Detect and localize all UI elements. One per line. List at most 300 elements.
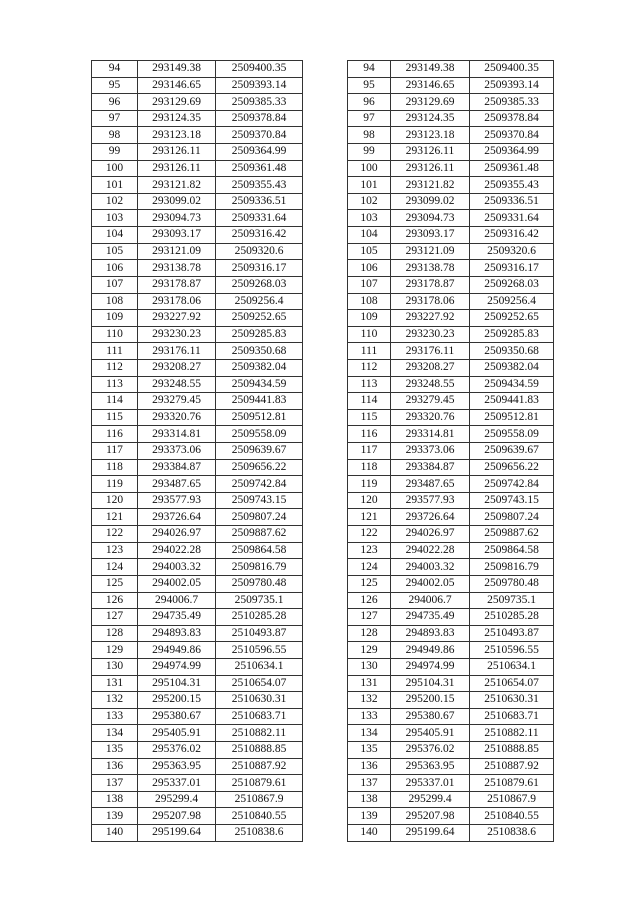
- table-row: [348, 625, 554, 642]
- table-row: [348, 675, 554, 692]
- point-number-cell: 124: [348, 559, 391, 576]
- table-row: [92, 110, 303, 127]
- y-coordinate-cell: 2510887.92: [216, 758, 303, 775]
- point-number-cell: 114: [92, 393, 138, 410]
- x-coordinate-cell: 293279.45: [391, 393, 470, 410]
- y-coordinate-cell: 2509639.67: [470, 443, 554, 460]
- table-row: [348, 94, 554, 111]
- y-coordinate-cell: 2510867.9: [470, 791, 554, 808]
- table-row: [92, 459, 303, 476]
- y-coordinate-cell: 2510879.61: [216, 775, 303, 792]
- x-coordinate-cell: 293208.27: [138, 359, 216, 376]
- y-coordinate-cell: 2510887.92: [470, 758, 554, 775]
- point-number-cell: 104: [348, 227, 391, 244]
- y-coordinate-cell: 2510888.85: [470, 741, 554, 758]
- y-coordinate-cell: 2509331.64: [470, 210, 554, 227]
- point-number-cell: 106: [92, 260, 138, 277]
- table-row: [92, 675, 303, 692]
- table-row: [92, 77, 303, 94]
- x-coordinate-cell: 293138.78: [391, 260, 470, 277]
- table-row: [92, 476, 303, 493]
- table-row: [92, 575, 303, 592]
- x-coordinate-cell: 293248.55: [138, 376, 216, 393]
- table-row: [348, 791, 554, 808]
- x-coordinate-cell: 295337.01: [138, 775, 216, 792]
- y-coordinate-cell: 2509742.84: [470, 476, 554, 493]
- table-row: [348, 758, 554, 775]
- table-row: [92, 625, 303, 642]
- x-coordinate-cell: 293176.11: [138, 343, 216, 360]
- point-number-cell: 117: [348, 443, 391, 460]
- y-coordinate-cell: 2510840.55: [216, 808, 303, 825]
- table-row: [348, 359, 554, 376]
- point-number-cell: 101: [348, 177, 391, 194]
- y-coordinate-cell: 2509656.22: [470, 459, 554, 476]
- point-number-cell: 102: [348, 193, 391, 210]
- table-row: [92, 177, 303, 194]
- table-row: [348, 609, 554, 626]
- x-coordinate-cell: 295363.95: [391, 758, 470, 775]
- x-coordinate-cell: 295299.4: [391, 791, 470, 808]
- point-number-cell: 101: [92, 177, 138, 194]
- y-coordinate-cell: 2509316.17: [470, 260, 554, 277]
- x-coordinate-cell: 293320.76: [391, 409, 470, 426]
- x-coordinate-cell: 294949.86: [391, 642, 470, 659]
- point-number-cell: 127: [92, 609, 138, 626]
- point-number-cell: 97: [348, 110, 391, 127]
- table-row: [92, 376, 303, 393]
- y-coordinate-cell: 2509320.6: [470, 243, 554, 260]
- table-row: [348, 476, 554, 493]
- x-coordinate-cell: 293099.02: [138, 193, 216, 210]
- x-coordinate-cell: 295380.67: [138, 708, 216, 725]
- point-number-cell: 128: [92, 625, 138, 642]
- table-row: [348, 110, 554, 127]
- point-number-cell: 121: [348, 509, 391, 526]
- table-row: [92, 609, 303, 626]
- table-row: [92, 741, 303, 758]
- x-coordinate-cell: 293178.87: [138, 276, 216, 293]
- y-coordinate-cell: 2509252.65: [470, 310, 554, 327]
- table-row: [348, 393, 554, 410]
- y-coordinate-cell: 2509268.03: [216, 276, 303, 293]
- y-coordinate-cell: 2509816.79: [216, 559, 303, 576]
- y-coordinate-cell: 2510683.71: [216, 708, 303, 725]
- table-row: [92, 492, 303, 509]
- y-coordinate-cell: 2509364.99: [470, 144, 554, 161]
- point-number-cell: 133: [348, 708, 391, 725]
- x-coordinate-cell: 293178.06: [138, 293, 216, 310]
- y-coordinate-cell: 2509743.15: [470, 492, 554, 509]
- x-coordinate-cell: 293146.65: [138, 77, 216, 94]
- x-coordinate-cell: 295405.91: [138, 725, 216, 742]
- y-coordinate-cell: 2509256.4: [470, 293, 554, 310]
- table-row: [92, 326, 303, 343]
- x-coordinate-cell: 293121.82: [138, 177, 216, 194]
- x-coordinate-cell: 293178.06: [391, 293, 470, 310]
- table-row: [92, 642, 303, 659]
- table-row: [348, 708, 554, 725]
- table-row: [92, 775, 303, 792]
- point-number-cell: 107: [348, 276, 391, 293]
- point-number-cell: 104: [92, 227, 138, 244]
- table-row: [348, 559, 554, 576]
- x-coordinate-cell: 293123.18: [391, 127, 470, 144]
- table-row: [348, 77, 554, 94]
- table-row: [348, 443, 554, 460]
- point-number-cell: 123: [348, 542, 391, 559]
- y-coordinate-cell: 2509285.83: [216, 326, 303, 343]
- y-coordinate-cell: 2509361.48: [470, 160, 554, 177]
- y-coordinate-cell: 2509512.81: [216, 409, 303, 426]
- x-coordinate-cell: 295376.02: [391, 741, 470, 758]
- x-coordinate-cell: 294026.97: [391, 526, 470, 543]
- x-coordinate-cell: 294006.7: [138, 592, 216, 609]
- table-row: [92, 426, 303, 443]
- x-coordinate-cell: 295104.31: [391, 675, 470, 692]
- x-coordinate-cell: 293094.73: [138, 210, 216, 227]
- y-coordinate-cell: 2509268.03: [470, 276, 554, 293]
- table-row: [348, 592, 554, 609]
- table-row: [348, 808, 554, 825]
- y-coordinate-cell: 2509316.42: [470, 227, 554, 244]
- x-coordinate-cell: 293126.11: [138, 144, 216, 161]
- point-number-cell: 122: [92, 526, 138, 543]
- table-row: [348, 575, 554, 592]
- point-number-cell: 119: [348, 476, 391, 493]
- x-coordinate-cell: 295104.31: [138, 675, 216, 692]
- point-number-cell: 131: [348, 675, 391, 692]
- x-coordinate-cell: 293178.87: [391, 276, 470, 293]
- y-coordinate-cell: 2509370.84: [216, 127, 303, 144]
- y-coordinate-cell: 2509285.83: [470, 326, 554, 343]
- y-coordinate-cell: 2509558.09: [216, 426, 303, 443]
- y-coordinate-cell: 2509807.24: [470, 509, 554, 526]
- y-coordinate-cell: 2510596.55: [470, 642, 554, 659]
- y-coordinate-cell: 2509355.43: [216, 177, 303, 194]
- x-coordinate-cell: 293126.11: [391, 144, 470, 161]
- table-row: [348, 376, 554, 393]
- point-number-cell: 102: [92, 193, 138, 210]
- point-number-cell: 125: [92, 575, 138, 592]
- x-coordinate-cell: 293373.06: [391, 443, 470, 460]
- table-row: [348, 193, 554, 210]
- point-number-cell: 128: [348, 625, 391, 642]
- point-number-cell: 111: [92, 343, 138, 360]
- x-coordinate-cell: 293487.65: [138, 476, 216, 493]
- y-coordinate-cell: 2509350.68: [216, 343, 303, 360]
- table-row: [92, 393, 303, 410]
- table-row: [92, 825, 303, 842]
- table-row: [348, 509, 554, 526]
- y-coordinate-cell: 2509441.83: [470, 393, 554, 410]
- table-row: [348, 276, 554, 293]
- x-coordinate-cell: 294003.32: [138, 559, 216, 576]
- x-coordinate-cell: 295199.64: [391, 825, 470, 842]
- y-coordinate-cell: 2509361.48: [216, 160, 303, 177]
- y-coordinate-cell: 2509378.84: [216, 110, 303, 127]
- x-coordinate-cell: 293121.09: [391, 243, 470, 260]
- point-number-cell: 108: [348, 293, 391, 310]
- point-number-cell: 96: [348, 94, 391, 111]
- y-coordinate-cell: 2509378.84: [470, 110, 554, 127]
- x-coordinate-cell: 294022.28: [391, 542, 470, 559]
- y-coordinate-cell: 2509355.43: [470, 177, 554, 194]
- point-number-cell: 98: [92, 127, 138, 144]
- table-row: [92, 94, 303, 111]
- point-number-cell: 94: [348, 61, 391, 78]
- x-coordinate-cell: 293248.55: [391, 376, 470, 393]
- x-coordinate-cell: 293126.11: [138, 160, 216, 177]
- x-coordinate-cell: 293384.87: [391, 459, 470, 476]
- point-number-cell: 129: [348, 642, 391, 659]
- table-row: [348, 526, 554, 543]
- point-number-cell: 137: [92, 775, 138, 792]
- point-number-cell: 95: [92, 77, 138, 94]
- x-coordinate-cell: 294022.28: [138, 542, 216, 559]
- table-row: [92, 509, 303, 526]
- y-coordinate-cell: 2509385.33: [216, 94, 303, 111]
- table-row: [92, 243, 303, 260]
- x-coordinate-cell: 294949.86: [138, 642, 216, 659]
- y-coordinate-cell: 2510630.31: [216, 692, 303, 709]
- point-number-cell: 139: [92, 808, 138, 825]
- table-row: [92, 144, 303, 161]
- table-row: [92, 61, 303, 78]
- table-row: [92, 443, 303, 460]
- point-number-cell: 134: [92, 725, 138, 742]
- y-coordinate-cell: 2509558.09: [470, 426, 554, 443]
- y-coordinate-cell: 2509639.67: [216, 443, 303, 460]
- x-coordinate-cell: 293279.45: [138, 393, 216, 410]
- table-row: [348, 243, 554, 260]
- table-row: [92, 725, 303, 742]
- y-coordinate-cell: 2509780.48: [470, 575, 554, 592]
- x-coordinate-cell: 295380.67: [391, 708, 470, 725]
- point-number-cell: 133: [92, 708, 138, 725]
- point-number-cell: 126: [348, 592, 391, 609]
- y-coordinate-cell: 2510840.55: [470, 808, 554, 825]
- point-number-cell: 94: [92, 61, 138, 78]
- y-coordinate-cell: 2509336.51: [470, 193, 554, 210]
- point-number-cell: 118: [92, 459, 138, 476]
- y-coordinate-cell: 2509434.59: [216, 376, 303, 393]
- table-row: [348, 326, 554, 343]
- point-number-cell: 117: [92, 443, 138, 460]
- table-row: [92, 692, 303, 709]
- point-number-cell: 126: [92, 592, 138, 609]
- table-row: [92, 127, 303, 144]
- point-number-cell: 96: [92, 94, 138, 111]
- table-row: [348, 343, 554, 360]
- x-coordinate-cell: 293373.06: [138, 443, 216, 460]
- point-number-cell: 99: [92, 144, 138, 161]
- y-coordinate-cell: 2510285.28: [470, 609, 554, 626]
- table-row: [92, 260, 303, 277]
- x-coordinate-cell: 293093.17: [391, 227, 470, 244]
- table-row: [92, 559, 303, 576]
- point-number-cell: 132: [348, 692, 391, 709]
- table-row: [92, 708, 303, 725]
- point-number-cell: 116: [348, 426, 391, 443]
- y-coordinate-cell: 2509864.58: [470, 542, 554, 559]
- y-coordinate-cell: 2510888.85: [216, 741, 303, 758]
- y-coordinate-cell: 2509316.17: [216, 260, 303, 277]
- y-coordinate-cell: 2509393.14: [216, 77, 303, 94]
- y-coordinate-cell: 2509656.22: [216, 459, 303, 476]
- point-number-cell: 116: [92, 426, 138, 443]
- point-number-cell: 139: [348, 808, 391, 825]
- point-number-cell: 109: [348, 310, 391, 327]
- y-coordinate-cell: 2510493.87: [216, 625, 303, 642]
- table-row: [348, 741, 554, 758]
- y-coordinate-cell: 2509742.84: [216, 476, 303, 493]
- x-coordinate-cell: 293227.92: [391, 310, 470, 327]
- point-number-cell: 103: [92, 210, 138, 227]
- point-number-cell: 140: [92, 825, 138, 842]
- y-coordinate-cell: 2509400.35: [216, 61, 303, 78]
- y-coordinate-cell: 2509807.24: [216, 509, 303, 526]
- x-coordinate-cell: 293208.27: [391, 359, 470, 376]
- y-coordinate-cell: 2509441.83: [216, 393, 303, 410]
- y-coordinate-cell: 2510654.07: [216, 675, 303, 692]
- point-number-cell: 99: [348, 144, 391, 161]
- y-coordinate-cell: 2509864.58: [216, 542, 303, 559]
- y-coordinate-cell: 2510493.87: [470, 625, 554, 642]
- table-row: [348, 260, 554, 277]
- y-coordinate-cell: 2509316.42: [216, 227, 303, 244]
- x-coordinate-cell: 293121.82: [391, 177, 470, 194]
- x-coordinate-cell: 294006.7: [391, 592, 470, 609]
- point-number-cell: 120: [92, 492, 138, 509]
- point-number-cell: 137: [348, 775, 391, 792]
- y-coordinate-cell: 2510630.31: [470, 692, 554, 709]
- y-coordinate-cell: 2509256.4: [216, 293, 303, 310]
- table-row: [348, 642, 554, 659]
- x-coordinate-cell: 293124.35: [391, 110, 470, 127]
- x-coordinate-cell: 293123.18: [138, 127, 216, 144]
- y-coordinate-cell: 2509393.14: [470, 77, 554, 94]
- x-coordinate-cell: 294026.97: [138, 526, 216, 543]
- point-number-cell: 135: [348, 741, 391, 758]
- y-coordinate-cell: 2509336.51: [216, 193, 303, 210]
- table-row: [348, 426, 554, 443]
- x-coordinate-cell: 293577.93: [391, 492, 470, 509]
- table-row: [348, 725, 554, 742]
- table-row: [92, 210, 303, 227]
- table-row: [348, 658, 554, 675]
- x-coordinate-cell: 294974.99: [138, 658, 216, 675]
- point-number-cell: 110: [348, 326, 391, 343]
- y-coordinate-cell: 2510867.9: [216, 791, 303, 808]
- table-row: [348, 775, 554, 792]
- x-coordinate-cell: 293314.81: [391, 426, 470, 443]
- x-coordinate-cell: 293093.17: [138, 227, 216, 244]
- point-number-cell: 136: [348, 758, 391, 775]
- table-row: [92, 293, 303, 310]
- table-row: [348, 61, 554, 78]
- y-coordinate-cell: 2509780.48: [216, 575, 303, 592]
- x-coordinate-cell: 293094.73: [391, 210, 470, 227]
- x-coordinate-cell: 294735.49: [138, 609, 216, 626]
- x-coordinate-cell: 293384.87: [138, 459, 216, 476]
- point-number-cell: 95: [348, 77, 391, 94]
- x-coordinate-cell: 295299.4: [138, 791, 216, 808]
- y-coordinate-cell: 2509382.04: [470, 359, 554, 376]
- table-row: [348, 310, 554, 327]
- point-number-cell: 100: [348, 160, 391, 177]
- point-number-cell: 98: [348, 127, 391, 144]
- x-coordinate-cell: 293126.11: [391, 160, 470, 177]
- table-row: [92, 592, 303, 609]
- x-coordinate-cell: 294893.83: [138, 625, 216, 642]
- y-coordinate-cell: 2509320.6: [216, 243, 303, 260]
- x-coordinate-cell: 294002.05: [138, 575, 216, 592]
- table-row: [92, 310, 303, 327]
- x-coordinate-cell: 295207.98: [138, 808, 216, 825]
- x-coordinate-cell: 295376.02: [138, 741, 216, 758]
- point-number-cell: 113: [92, 376, 138, 393]
- table-row: [348, 177, 554, 194]
- x-coordinate-cell: 294974.99: [391, 658, 470, 675]
- x-coordinate-cell: 295199.64: [138, 825, 216, 842]
- point-number-cell: 108: [92, 293, 138, 310]
- x-coordinate-cell: 293176.11: [391, 343, 470, 360]
- y-coordinate-cell: 2510285.28: [216, 609, 303, 626]
- point-number-cell: 110: [92, 326, 138, 343]
- point-number-cell: 129: [92, 642, 138, 659]
- x-coordinate-cell: 293227.92: [138, 310, 216, 327]
- table-row: [92, 160, 303, 177]
- point-number-cell: 112: [348, 359, 391, 376]
- point-number-cell: 97: [92, 110, 138, 127]
- x-coordinate-cell: 295405.91: [391, 725, 470, 742]
- x-coordinate-cell: 293726.64: [391, 509, 470, 526]
- point-number-cell: 135: [92, 741, 138, 758]
- y-coordinate-cell: 2509887.62: [216, 526, 303, 543]
- x-coordinate-cell: 293099.02: [391, 193, 470, 210]
- table-row: [348, 144, 554, 161]
- point-number-cell: 134: [348, 725, 391, 742]
- y-coordinate-cell: 2510879.61: [470, 775, 554, 792]
- y-coordinate-cell: 2509512.81: [470, 409, 554, 426]
- table-row: [348, 459, 554, 476]
- point-number-cell: 122: [348, 526, 391, 543]
- x-coordinate-cell: 294893.83: [391, 625, 470, 642]
- table-row: [348, 825, 554, 842]
- coordinate-table-left: [91, 60, 303, 842]
- table-row: [348, 542, 554, 559]
- y-coordinate-cell: 2510683.71: [470, 708, 554, 725]
- x-coordinate-cell: 294002.05: [391, 575, 470, 592]
- point-number-cell: 138: [348, 791, 391, 808]
- x-coordinate-cell: 293726.64: [138, 509, 216, 526]
- table-row: [348, 210, 554, 227]
- x-coordinate-cell: 294003.32: [391, 559, 470, 576]
- x-coordinate-cell: 293149.38: [391, 61, 470, 78]
- y-coordinate-cell: 2510596.55: [216, 642, 303, 659]
- x-coordinate-cell: 293146.65: [391, 77, 470, 94]
- x-coordinate-cell: 293314.81: [138, 426, 216, 443]
- x-coordinate-cell: 293121.09: [138, 243, 216, 260]
- y-coordinate-cell: 2510634.1: [216, 658, 303, 675]
- x-coordinate-cell: 293124.35: [138, 110, 216, 127]
- point-number-cell: 118: [348, 459, 391, 476]
- y-coordinate-cell: 2510654.07: [470, 675, 554, 692]
- point-number-cell: 115: [92, 409, 138, 426]
- table-row: [92, 791, 303, 808]
- point-number-cell: 138: [92, 791, 138, 808]
